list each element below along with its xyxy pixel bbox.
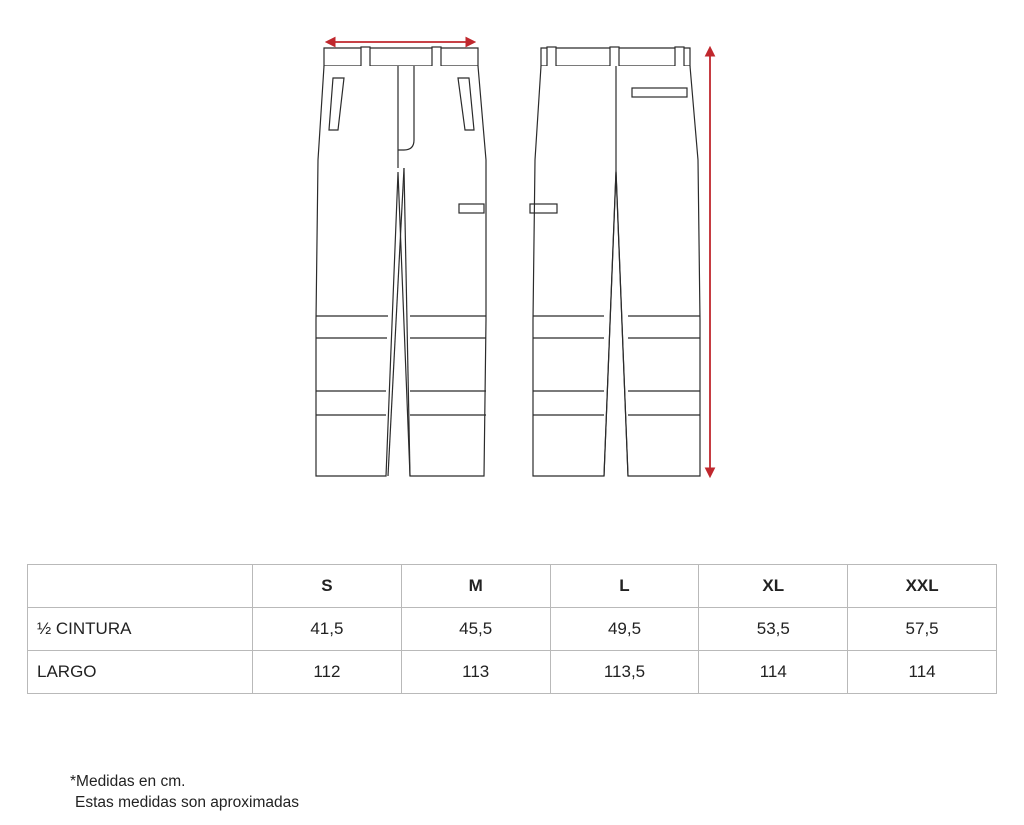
table-cell: 53,5 (699, 608, 848, 651)
size-table (27, 564, 997, 694)
table-row (28, 608, 997, 651)
table-header-cell: L (550, 565, 699, 608)
table-cell: 113,5 (550, 651, 699, 694)
approximate-note: Estas medidas son aproximadas (75, 794, 300, 811)
table-row (28, 651, 997, 694)
table-cell: 45,5 (401, 608, 550, 651)
units-note: *Medidas en cm. (70, 773, 186, 790)
table-header-cell: S (253, 565, 402, 608)
table-cell: 41,5 (253, 608, 402, 651)
table-cell: 112 (253, 651, 402, 694)
back-pants-drawing (530, 47, 700, 476)
row-label: ½ CINTURA (28, 608, 253, 651)
table-header-row (28, 565, 997, 608)
table-header-cell: XL (699, 565, 848, 608)
table-cell: 113 (401, 651, 550, 694)
table-cell: 49,5 (550, 608, 699, 651)
table-header-cell (28, 565, 253, 608)
table-header-cell: XXL (848, 565, 997, 608)
table-header-cell: M (401, 565, 550, 608)
table-cell: 57,5 (848, 608, 997, 651)
front-pants-drawing (316, 47, 486, 476)
table-cell: 114 (699, 651, 848, 694)
row-label: LARGO (28, 651, 253, 694)
table-cell: 114 (848, 651, 997, 694)
